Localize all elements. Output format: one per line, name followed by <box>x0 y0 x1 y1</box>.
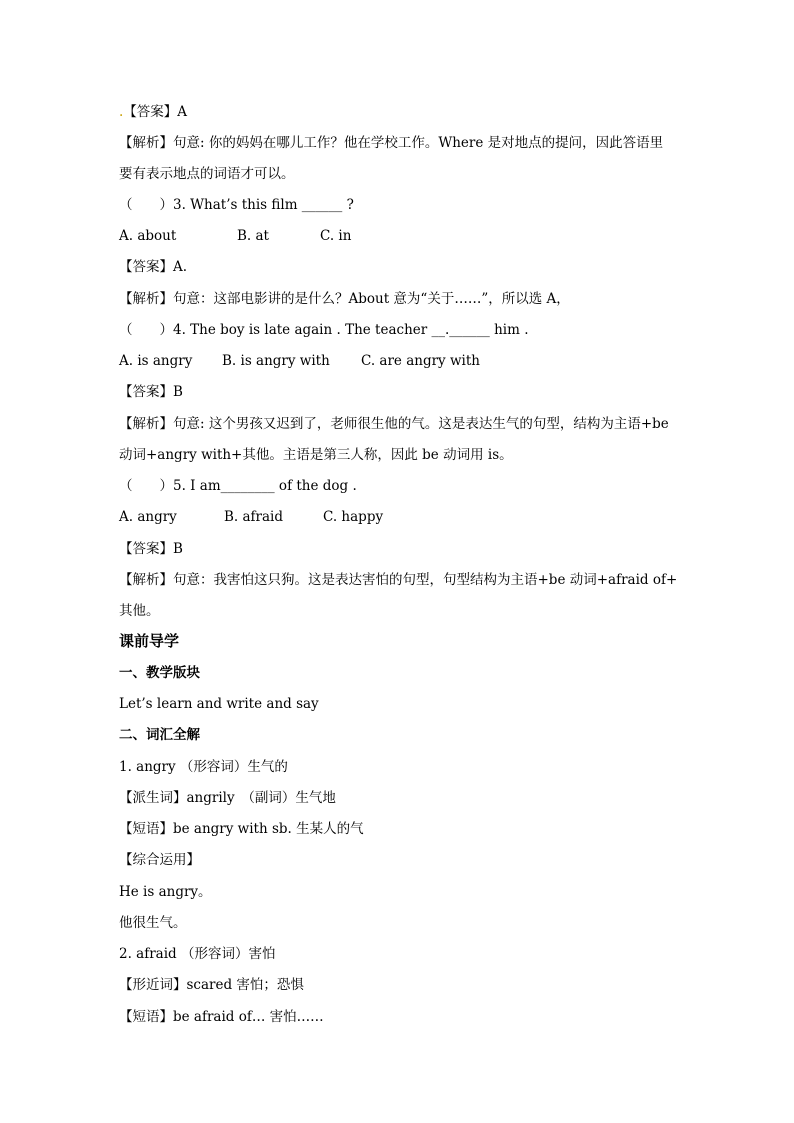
word1-derivative: 【派生词】angrily （副词）生气地 <box>119 790 336 806</box>
q5-option-b: B. afraid <box>224 509 284 525</box>
q5-option-c: C. happy <box>323 509 384 525</box>
q4-analysis-line-1: 【解析】句意: 这个男孩又迟到了，老师很生他的气。这是表达生气的句型，结构为主语+be <box>119 416 669 432</box>
q5-option-a: A. angry <box>119 509 177 525</box>
q4-option-c: C. are angry with <box>361 353 480 369</box>
word1-usage-label: 【综合运用】 <box>119 852 200 868</box>
word1-example-en: He is angry。 <box>119 884 212 900</box>
answer-marker: . <box>119 104 124 120</box>
q4-answer: 【答案】B <box>119 384 183 400</box>
q5-answer: 【答案】B <box>119 541 183 557</box>
q2-answer: 【答案】A <box>123 104 188 120</box>
q3-analysis: 【解析】句意：这部电影讲的是什么？About 意为“关于……”，所以选 A， <box>119 291 570 307</box>
word2-phrase: 【短语】be afraid of… 害怕…… <box>119 1009 324 1025</box>
q4-option-b: B. is angry with <box>222 353 330 369</box>
q2-analysis-line-1: 【解析】句意: 你的妈妈在哪儿工作？他在学校工作。Where 是对地点的提问，因此答语里 <box>119 135 664 151</box>
q5-stem: （ ）5. I am________ of the dog . <box>119 478 357 494</box>
word1-phrase: 【短语】be angry with sb. 生某人的气 <box>119 821 364 837</box>
part1-content: Let’s learn and write and say <box>119 696 319 712</box>
q4-analysis-line-2: 动词+angry with+其他。主语是第三人称，因此 be 动词用 is。 <box>119 447 513 463</box>
word1-example-zh: 他很生气。 <box>119 915 187 931</box>
q4-stem: （ ）4. The boy is late again . The teacher __.______ him . <box>119 322 529 338</box>
q5-analysis-line-2: 其他。 <box>119 603 160 619</box>
word2-similar: 【形近词】scared 害怕；恐惧 <box>119 977 304 993</box>
part1-title: 一、教学版块 <box>119 665 200 681</box>
word1-head: 1. angry （形容词）生气的 <box>119 759 288 775</box>
q4-option-a: A. is angry <box>119 353 193 369</box>
part2-title: 二、词汇全解 <box>119 727 200 743</box>
q2-answer-line <box>119 103 679 121</box>
q3-answer: 【答案】A. <box>119 259 188 275</box>
section-title: 课前导学 <box>119 632 180 650</box>
q3-option-a: A. about <box>119 228 177 244</box>
q3-option-b: B. at <box>237 228 269 244</box>
q2-analysis-line-2: 要有表示地点的词语才可以。 <box>119 166 295 182</box>
q3-option-c: C. in <box>320 228 352 244</box>
q5-analysis-line-1: 【解析】句意：我害怕这只狗。这是表达害怕的句型，句型结构为主语+be 动词+afraid of+ <box>119 572 678 588</box>
q3-stem: （ ）3. What’s this film ______ ? <box>119 197 354 213</box>
word2-head: 2. afraid （形容词）害怕 <box>119 946 276 962</box>
